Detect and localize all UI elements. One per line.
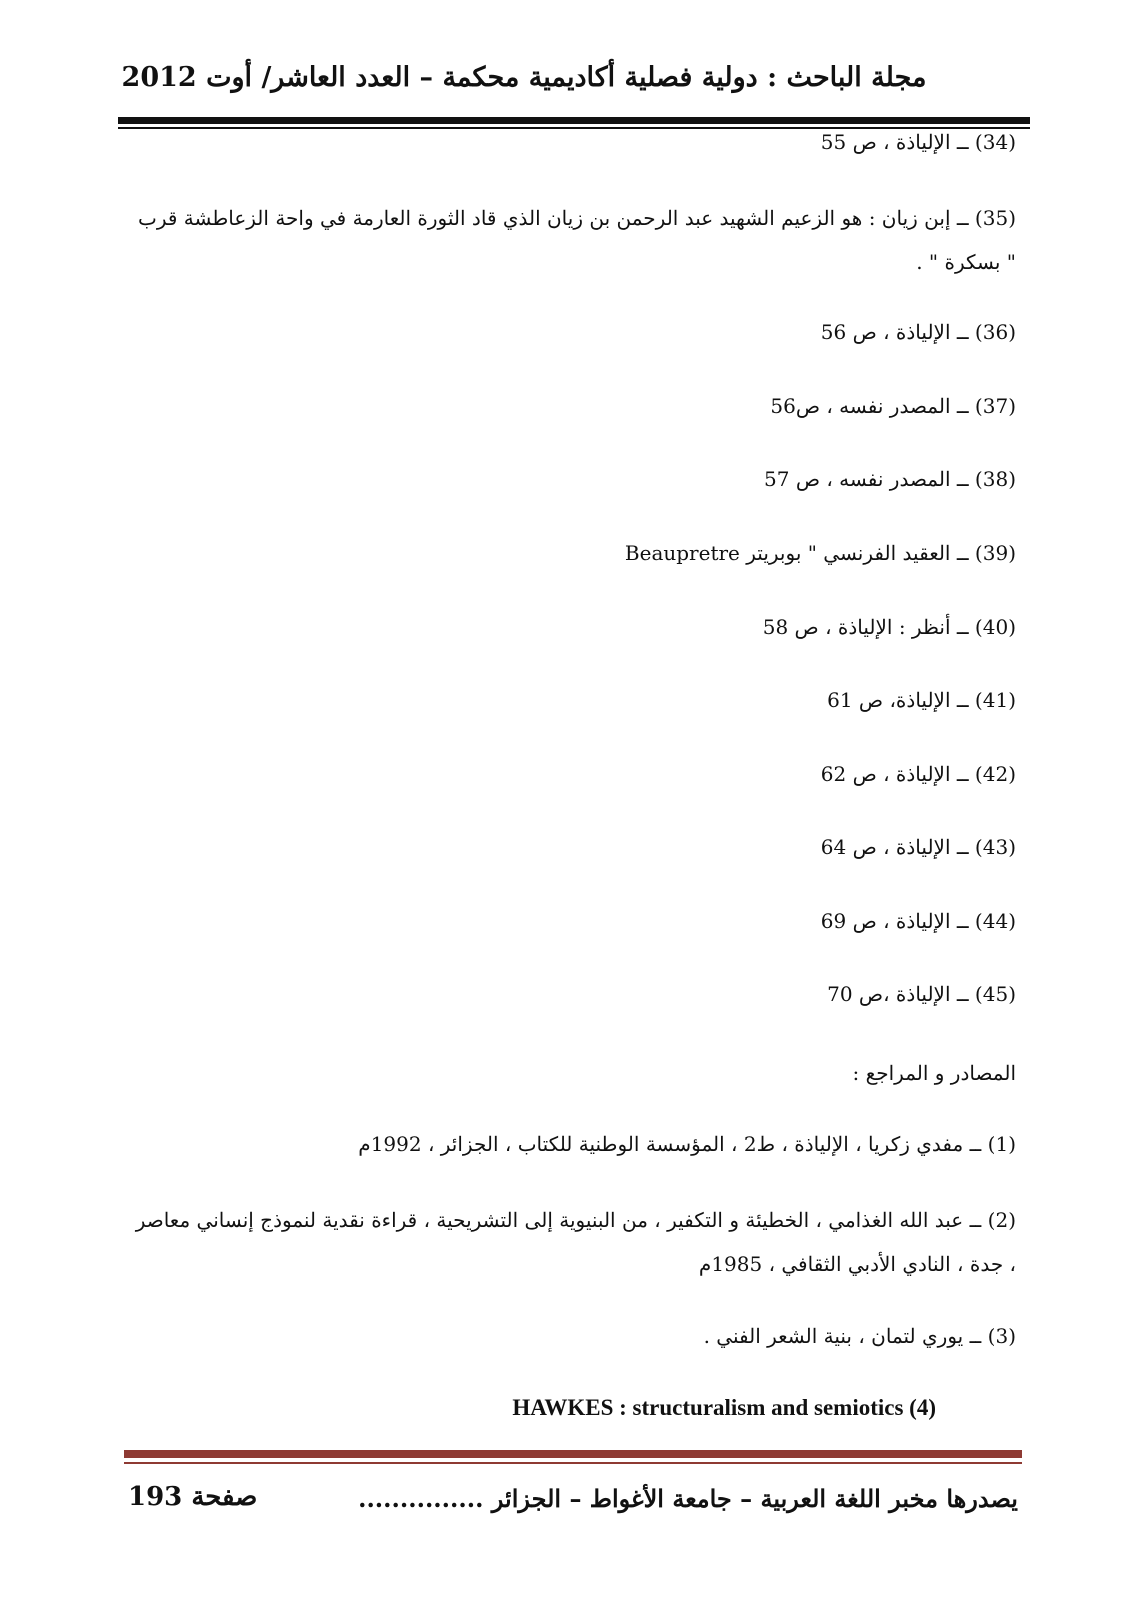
reference-2: (2) ــ عبد الله الغذامي ، الخطيئة و التكفير ، من البنيوية إلى التشريحية ، قراءة نقدية لنموذج إنساني معاصر ، جدة ، النادي الأدبي الثقافي ، 1985م [135, 1208, 1016, 1276]
reference-3: (3) ــ يوري لتمان ، بنية الشعر الفني . [703, 1324, 1016, 1348]
footnote-34: (34) ــ الإلياذة ، ص 55 [820, 130, 1016, 154]
journal-header-title: مجلة الباحث : دولية فصلية أكاديمية محكمة – العدد العاشر/ أوت 2012 [121, 62, 927, 93]
footer-publisher: يصدرها مخبر اللغة العربية – جامعة الأغواط – الجزائر ............... [358, 1484, 1018, 1513]
footnote-43: (43) ــ الإلياذة ، ص 64 [820, 835, 1016, 859]
footnote-44: (44) ــ الإلياذة ، ص 69 [820, 909, 1016, 933]
footnote-36: (36) ــ الإلياذة ، ص 56 [820, 320, 1016, 344]
footnote-35: (35) ــ إبن زيان : هو الزعيم الشهيد عبد الرحمن بن زيان الذي قاد الثورة العارمة في واحة الزعاطشة قرب " بسكرة " . [137, 206, 1016, 274]
footnote-45: (45) ــ الإلياذة ،ص 70 [827, 982, 1016, 1006]
reference-1: (1) ــ مفدي زكريا ، الإلياذة ، ط2 ، المؤسسة الوطنية للكتاب ، الجزائر ، 1992م [358, 1132, 1016, 1156]
footnote-42: (42) ــ الإلياذة ، ص 62 [820, 762, 1016, 786]
header-rule-thick [118, 117, 1030, 124]
footnote-40: (40) ــ أنظر : الإلياذة ، ص 58 [762, 615, 1016, 639]
footer-rule-thick [124, 1450, 1022, 1458]
footnote-39: (39) ــ العقيد الفرنسي " بوبريتر Beaupretre [624, 541, 1016, 565]
footer-rule-thin [124, 1462, 1022, 1464]
footnote-41: (41) ــ الإلياذة، ص 61 [827, 688, 1016, 712]
reference-4: HAWKES : structuralism and semiotics (4) [512, 1395, 936, 1420]
footnote-37: (37) ــ المصدر نفسه ، ص56 [770, 394, 1016, 418]
footnote-38: (38) ــ المصدر نفسه ، ص 57 [764, 467, 1016, 491]
page-number: صفحة 193 [128, 1482, 258, 1512]
header-rule-thin [118, 127, 1030, 129]
references-heading: المصادر و المراجع : [852, 1061, 1016, 1085]
